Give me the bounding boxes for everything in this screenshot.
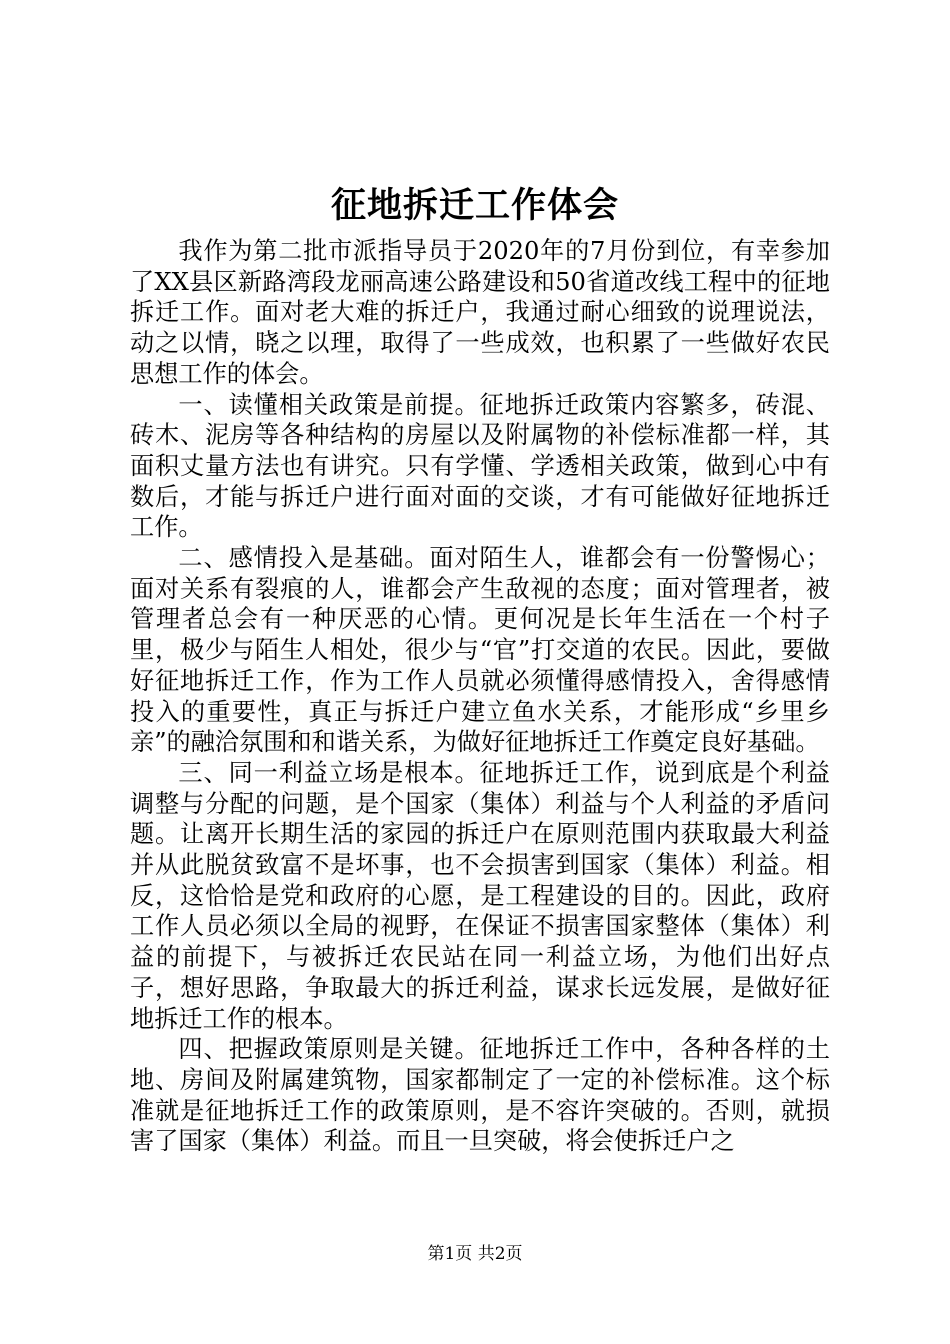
page-footer: 第1页 共2页 — [427, 1244, 523, 1264]
paragraph-emotion: 二、感情投入是基础。面对陌生人，谁都会有一份警惕心；面对关系有裂痕的人，谁都会产生敌视的态度；面对管理者，被管理者总会有一种厌恶的心情。更何况是长年生活在一个村子里，极少与陌生人相处，很少与“官”打交道的农民。因此，要做好征地拆迁工作，作为工作人员就必须懂得感情投入，舍得感情投入的重要性，真正与拆迁户建立鱼水关系，才能形成“乡里乡亲”的融洽氛围和和谐关系，为做好征地拆迁工作奠定良好基础。 — [130, 544, 830, 757]
paragraph-interest: 三、同一利益立场是根本。征地拆迁工作，说到底是个利益调整与分配的问题，是个国家（集体）利益与个人利益的矛盾问题。让离开长期生活的家园的拆迁户在原则范围内获取最大利益并从此脱贫致富不是坏事，也不会损害到国家（集体）利益。相反，这恰恰是党和政府的心愿，是工程建设的目的。因此，政府工作人员必须以全局的视野，在保证不损害国家整体（集体）利益的前提下，与被拆迁农民站在同一利益立场，为他们出好点子，想好思路，争取最大的拆迁利益，谋求长远发展，是做好征地拆迁工作的根本。 — [130, 758, 830, 1033]
paragraph-principle: 四、把握政策原则是关键。征地拆迁工作中，各种各样的土地、房间及附属建筑物，国家都制定了一定的补偿标准。这个标准就是征地拆迁工作的政策原则，是不容许突破的。否则，就损害了国家（集体）利益。而且一旦突破，将会使拆迁户之 — [130, 1035, 830, 1156]
document-body — [130, 236, 830, 1157]
paragraph-policy: 一、读懂相关政策是前提。征地拆迁政策内容繁多，砖混、砖木、泥房等各种结构的房屋以及附属物的补偿标准都一样，其面积丈量方法也有讲究。只有学懂、学透相关政策，做到心中有数后，才能与拆迁户进行面对面的交谈，才有可能做好征地拆迁工作。 — [130, 390, 830, 542]
document-title: 征地拆迁工作体会 — [330, 185, 619, 226]
paragraph-intro: 我作为第二批市派指导员于2020年的7月份到位，有幸参加了XX县区新路湾段龙丽高速公路建设和50省道改线工程中的征地拆迁工作。面对老大难的拆迁户，我通过耐心细致的说理说法，动之以情，晓之以理，取得了一些成效，也积累了一些做好农民思想工作的体会。 — [130, 237, 830, 388]
